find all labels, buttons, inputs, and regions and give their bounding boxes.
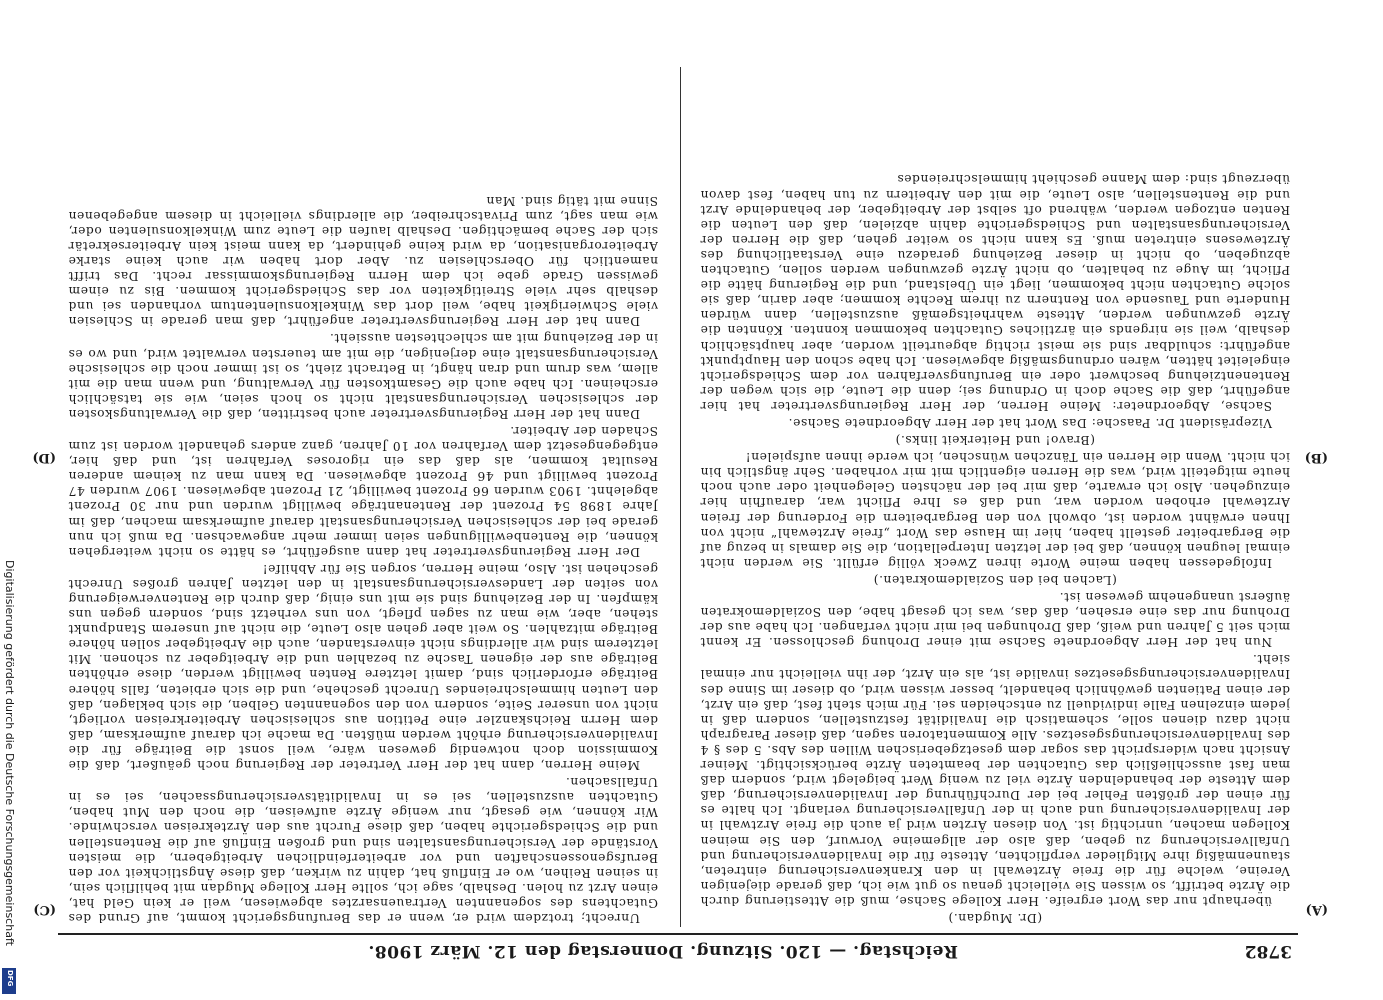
- interjection: (Lachen bei den Sozialdemokraten.): [873, 572, 1117, 587]
- margin-mark-c: (C): [33, 902, 56, 917]
- paragraph: Dann hat der Herr Regierungsvertreter angeführt, daß man gerade in Schlesien viele Schwierigkeit habe, weil dort das Winkelkonsulententum vorhanden sei und deshalb sehr viele Streitigkeiten vor das Schiedsgericht kommen. Bis zu einem gewissen Grade gebe ich dem Herrn Regierungskommissar recht. Das trifft namentlich für Oberschlesien zu. Aber dort haben wir auch keine starke Arbeiterorganisation, da wird keine gehindert, da kann meist kein Arbeitersekretär sich der Sache bemächtigen. Deshalb laufen die Leute zum Winkelkonsulenten oder, wie man sagt, zum Privatschreiber, die allerdings vielleicht in diesem angegebenen Sinne mit tätig sind. Man: [68, 193, 658, 329]
- newspaper-page: [32, 55, 1328, 965]
- margin-mark-b: (B): [1304, 450, 1328, 465]
- dfg-logo: [2, 968, 16, 994]
- paragraph: überhaupt nur das Wort ergreife. Herr Kollege Sachse, muß die Attestierung durch die Ärzte betrifft, so wissen Sie vielleicht genau so gut wie ich, daß gerade diejenigen Vereine, welche für die freie Ärztewahl in den Krankenversicherung eintreten, staunenmäßig ihre Mitglieder verpflichten, Atteste für die Invalidenversicherung und Unfallversicherung zu geben, daß also der allgemeine Vorwurf, den Sie meinen Kollegen machen, unrichtig ist. Von diesen Ärzten wird ja auch die freie Arztwahl in der Invalidenversicherung und auch in der Unfallversicherung verlangt. Ich halte es für einen der größten Fehler bei der Durchführung der Invalidenversicherung, daß dem Atteste der behandelnden Ärzte viel zu wenig Wert beigelegt wird, sondern daß man fast ausschließlich das Gutachten der beamteten Ärzte berücksichtigt. Meiner Ansicht nach widerspricht das sogar dem gesetzgeberischen Willen des Abs. 5 des § 4 des Invalidenversicherungsgesetzes. Alle Kommentatoren sagen, daß dieser Paragraph nicht dazu dienen solle, schematisch die Invalidität festzustellen, sondern daß in jedem einzelnen Falle individuell zu entscheiden sei. Für mich steht fest, daß ein Arzt, der einen Patienten gewöhnlich behandelt, besser wissen wird, ob dieser im Sinne des Invalidenversicherungsgesetzes invalide ist, als ein Arzt, der ihn vielleicht nur einmal sieht.: [700, 652, 1290, 908]
- left-column: [700, 60, 1290, 925]
- right-column: [68, 60, 658, 925]
- paragraph: Infolgedessen haben meine Worte ihren Zweck völlig erfüllt. Sie werden nicht einmal leugnen können, daß bei der letzten Interpellation, die Sie damals in bezug auf die Bergarbeiter gestellt haben, hier im Hause das Wort „freie Arztewahl“ nicht von Ihnen erwähnt worden ist, obwohl von den Bergarbeitern die Forderung der freien Arztewahl erhoben worden war, und daß es Ihre Pflicht war, daraufhin hier einzugehen. Also ich erwarte, daß mir bei der nächsten Gelegenheit oder auch noch heute mitgeteilt wird, was die Herren eigentlich mit mir vorhaben. Sehr ängstlich bin ich nicht. Wenn die Herren ein Tänzchen wünschen, ich werde ihnen aufspielen!: [700, 450, 1290, 570]
- paragraph: Unrecht; trotzdem wird er, wenn er das Berufungsgericht kommt, auf Grund des Gutachtens des sogenannten Vertrauensarztes abgewiesen, weil er kein Geld hat, einen Arzt zu holen. Deshalb, sage ich, sollte Herr Kollege Mugdan mit behilflich sein, in seinen Reihen, wo er Einfluß hat, dahin zu wirken, daß diese Ängstlichkeit vor den Berufsgenossenschaften und vor arbeiterfeindlichen Arbeitgebern, die meisten Vorstände der Versicherungsanstalten sind und großen Einfluß auf die Rentenstellen und die Schiedsgerichte haben, daß diese Furcht aus den Ärztekreisen verschwinde. Wir können, wie gesagt, nur wenige Ärzte aufweisen, die noch den Mut haben, Gutachten auszustellen, sei es in Invaliditätsversicherungssachen, sei es in Unfallsachen.: [68, 775, 658, 925]
- paragraph: Meine Herren, dann hat der Herr Vertreter der Regierung noch geäußert, daß die Kommission doch notwendig gewesen wäre, weil sonst die Beiträge für die Invalidenversicherung erhöht werden müßten. Da mache ich darauf aufmerksam, daß dem Herrn Reichskanzler eine Petition aus schlesischen Arbeiterkreisen vorliegt, nicht von unserer Seite, sondern von den sogenannten Gelben, die sich beklagen, daß den Leuten himmelschreiendes Unrecht geschehe, und die sich erbieten, falls höhere Beiträge erforderlich sind, damit letztere Renten bewilligt werden, diese erhöhten Beiträge aus der eigenen Tasche zu bezahlen und die Arbeitgeber zu schonen. Mit letzterem sind wir allerdings nicht einverstanden, auch die Arbeitgeber sollen höhere Beiträge mitzahlen. So weit aber gehen also Leute, die nicht auf unserem Standpunkt stehen, aber, wie man zu sagen pflegt, von uns verhetzt sind, sondern gegen uns kämpfen. In der Beziehung sind sie mit uns einig, daß durch die Rentenverweigerung von seiten der Landesversicherungsanstalt in den letzten Jahren großes Unrecht geschehen ist. Also, meine Herren, sorgen Sie für Abhilfe!: [68, 561, 658, 773]
- margin-mark-d: (D): [32, 450, 56, 465]
- page-number: 3782: [1244, 941, 1292, 961]
- page-header: [58, 937, 1298, 965]
- page-title: Reichstag. — 120. Sitzung. Donnerstag den 12. März 1908.: [367, 941, 958, 961]
- speaker-paragraph: Vizepräsident Dr. Paasche: Das Wort hat der Herr Abgeordnete Sachse.: [788, 416, 1272, 430]
- paragraph: Der Herr Regierungsvertreter hat dann ausgeführt, es hätte so nicht weitergehen können, die Rentenbewilligungen seien immer mehr angewachsen. Da muß ich nun gerade bei der schlesischen Versicherungsanstalt darauf aufmerksam machen, daß im Jahre 1898 54 Prozent der Rentenanträge bewilligt wurden und nur 30 Prozent abgelehnt. 1903 wurden 66 Prozent bewilligt, 21 Prozent abgewiesen. 1907 wurden 47 Prozent bewilligt und 46 Prozent abgewiesen. Da kann man zu keinem anderen Resultat kommen, als daß das ein rigoroses Verfahren ist, und daß hier, entgegengesetzt dem Verfahren vor 10 Jahren, ganz anders gehandelt worden ist zum Schaden der Arbeiter.: [68, 424, 658, 559]
- speaker-paragraph: Sachse, Abgeordneter: Meine Herren, der Herr Regierungsvertreter hat hier angeführt, daß die Sache doch in Ordnung sei; denn die Leute, die sich wegen der Rentenentziehung beschwert oder ein Berufungsverfahren vor dem Schiedsgericht eingeleitet hätten, wären ordnungsmäßig abgewiesen. Ich habe schon den Hauptpunkt angeführt: schuldbar sind sie meist richtig abgeurteilt worden, aber hauptsächlich deshalb, weil sie nirgends ein ärztliches Gutachten bekommen konnten. Könnten die Ärzte gezwungen werden, Atteste wahrheitsgemäß auszustellen, dann würden Hunderte und Tausende von Rentnern zu ihrem Rechte kommen; aber darin, daß sie solche Gutachten nicht bekommen, liegt ein Übelstand, und die Regierung hätte die Pflicht, im Auge zu behalten, ob nicht Ärzte gezwungen werden sollen, Gutachten abzugeben, ob nicht in dieser Beziehung geradezu eine Verstaatlichung des Ärztewesens eintreten muß. Es kann nicht so weiter gehen, daß die Herren der Versicherungsanstalten und Schiedsgerichte dahin abzielen, daß den Leuten die Renten entzogen werden, während oft selbst der Arbeitgeber, der behandelnde Arzt und die Rentenstellen, also Leute, die mit den Arbeitern zu tun haben, fest davon überzeugt sind: dem Manne geschieht himmelschreiendes: [700, 172, 1290, 413]
- header-rule: [58, 933, 1298, 935]
- interjection: (Bravo! und Heiterkeit links.): [894, 433, 1096, 448]
- speaker-tag: (Dr. Mugdan.): [947, 911, 1043, 925]
- dfg-logo-text: DFG: [6, 970, 14, 987]
- margin-mark-a: (A): [1305, 902, 1328, 917]
- digitization-credit: [2, 560, 20, 1000]
- paragraph: Dann hat der Herr Regierungsvertreter auch bestritten, daß die Verwaltungskosten der schlesischen Versicherungsanstalt nicht so hoch seien, wie sie tatsächlich erscheinen. Ich habe auch die Gesamtkosten für Verwaltung, und wenn man die mit allem, was drum und dran hängt, in Betracht zieht, so ist immer noch die schlesische Versicherungsanstalt eine derjenigen, die mit am teuersten verwaltet wird, und wo es in der Beziehung mit am schlechtesten aussieht.: [68, 331, 658, 421]
- column-divider: [680, 67, 681, 927]
- paragraph: Nun hat der Herr Abgeordnete Sachse mit einer Drohung geschlossen. Er kennt mich seit 5 Jahren und weiß, daß Drohungen bei mir nicht verfangen. Ich habe aus der Drohung nur das eine ersehen, daß das, was ich gesagt habe, den Sozialdemokraten äußerst unangenehm gewesen ist.: [700, 590, 1290, 650]
- digitization-credit-text: Digitalisierung gefördert durch die Deutsche Forschungsgemeinschaft: [3, 560, 16, 946]
